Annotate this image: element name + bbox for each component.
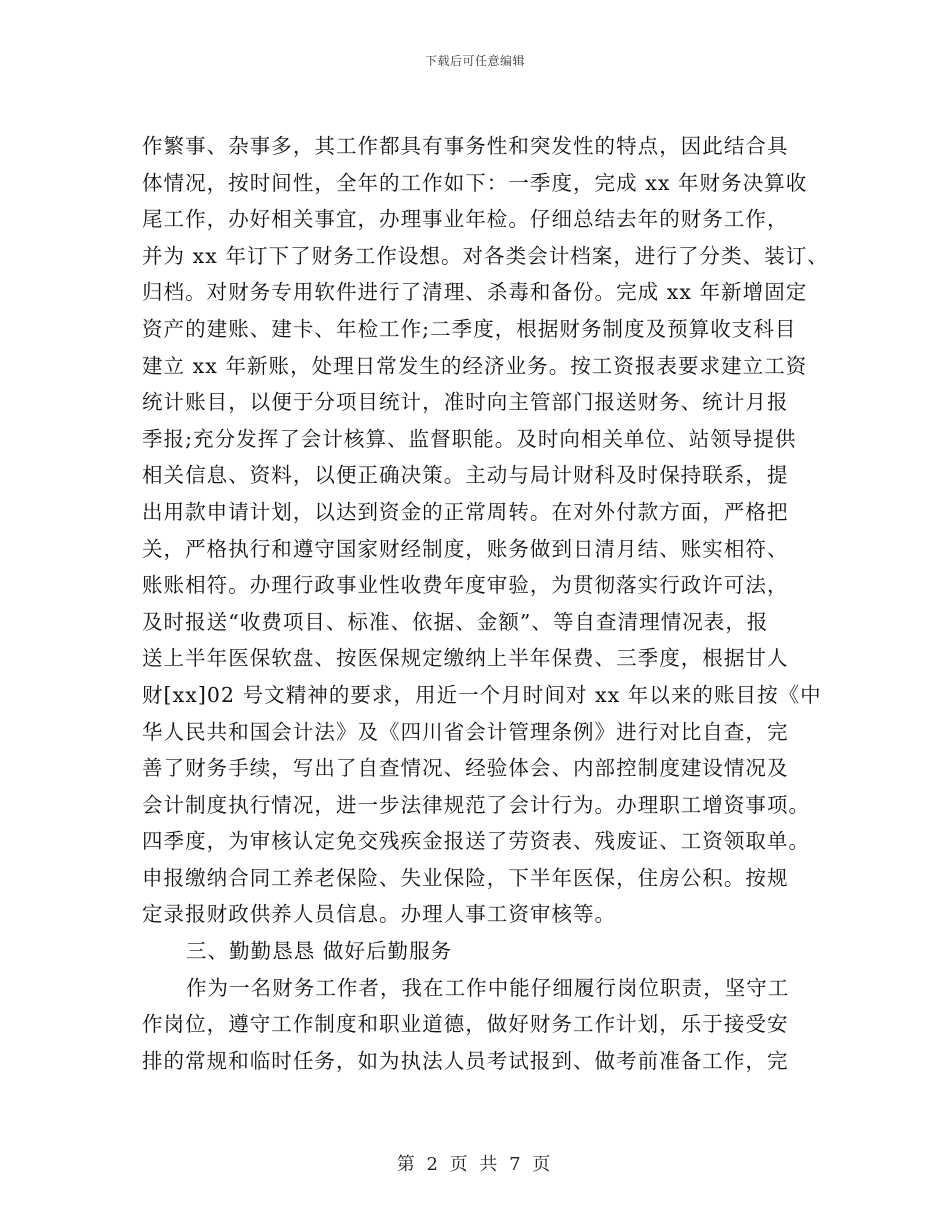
- body-line: 财[xx]02 号文精神的要求，用近一个月时间对 xx 年以来的账目按《中: [142, 682, 822, 707]
- body-line: 并为 xx 年订下了财务工作设想。对各类会计档案，进行了分类、装订、: [142, 243, 829, 268]
- body-line: 作为一名财务工作者，我在工作中能仔细履行岗位职责，坚守工: [186, 975, 790, 1000]
- body-line: 统计账目，以便于分项目统计，准时向主管部门报送财务、统计月报: [142, 390, 789, 415]
- body-line: 出用款申请计划，以达到资金的正常周转。在对外付款方面，严格把: [142, 499, 789, 524]
- body-line: 作繁事、杂事多，其工作都具有事务性和突发性的特点，因此结合具: [142, 134, 789, 158]
- body-line: 尾工作，办好相关事宜，办理事业年检。仔细总结去年的财务工作，: [142, 207, 789, 232]
- body-line: 体情况，按时间性，全年的工作如下：一季度，完成 xx 年财务决算收: [142, 170, 808, 195]
- body-line: 会计制度执行情况，进一步法律规范了会计行为。办理职工增资事项。: [142, 792, 811, 817]
- body-line: 相关信息、资料，以便正确决策。主动与局计财科及时保持联系，提: [142, 463, 789, 488]
- body-line: 归档。对财务专用软件进行了清理、杀毒和备份。完成 xx 年新增固定: [142, 280, 808, 305]
- body-line: 四季度，为审核认定免交残疾金报送了劳资表、残废证、工资领取单。: [142, 829, 811, 854]
- section-heading: 三、勤勤恳恳 做好后勤服务: [186, 939, 453, 964]
- body-line: 排的常规和临时任务，如为执法人员考试报到、做考前准备工作，完: [142, 1048, 789, 1073]
- body-line: 资产的建账、建卡、年检工作;二季度，根据财务制度及预算收支科目: [142, 316, 797, 341]
- page-number: 第 2 页 共 7 页: [396, 1154, 554, 1175]
- body-line: 申报缴纳合同工养老保险、失业保险，下半年医保，住房公积。按规: [142, 865, 789, 890]
- document-body: [142, 128, 829, 1079]
- body-line: 及时报送“收费项目、标准、依据、金额”、等自查清理情况表，报: [142, 609, 769, 634]
- body-line: 善了财务手续，写出了自查情况、经验体会、内部控制度建设情况及: [142, 756, 789, 781]
- body-line: 送上半年医保软盘、按医保规定缴纳上半年保费、三季度，根据甘人: [142, 646, 789, 671]
- body-line: 关，严格执行和遵守国家财经制度，账务做到日清月结、账实相符、: [142, 536, 789, 561]
- body-line: 账账相符。办理行政事业性收费年度审验，为贯彻落实行政许可法，: [142, 573, 789, 598]
- body-line: 定录报财政供养人员信息。办理人事工资审核等。: [142, 902, 617, 927]
- body-line: 华人民共和国会计法》及《四川省会计管理条例》进行对比自查，完: [142, 719, 789, 744]
- body-line: 季报;充分发挥了会计核算、监督职能。及时向相关单位、站领导提供: [142, 426, 797, 451]
- body-line: 作岗位，遵守工作制度和职业道德，做好财务工作计划，乐于接受安: [142, 1012, 789, 1037]
- body-line: 建立 xx 年新账，处理日常发生的经济业务。按工资报表要求建立工资: [142, 353, 808, 378]
- page-header: 下载后可任意编辑: [424, 54, 525, 68]
